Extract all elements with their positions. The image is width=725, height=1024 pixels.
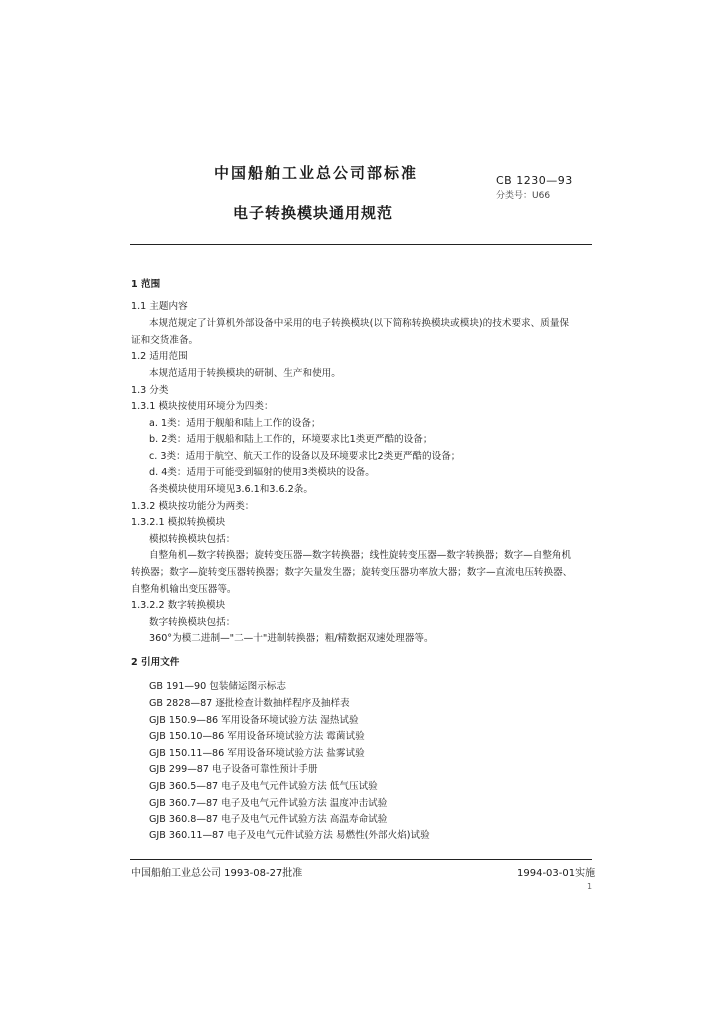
- reference-item: GJB 360.5—87 电子及电气元件试验方法 低气压试验: [149, 781, 378, 792]
- clause-heading: 1.3.2.1 模拟转换模块: [131, 517, 226, 528]
- document-title: 电子转换模块通用规范: [233, 204, 394, 222]
- reference-item: GJB 299—87 电子设备可靠性预计手册: [149, 764, 318, 775]
- paragraph-line: 各类模块使用环境见3.6.1和3.6.2条。: [149, 484, 313, 495]
- classification-number: 分类号：U66: [496, 191, 551, 201]
- subsection-heading: 1.3 分类: [131, 385, 169, 396]
- reference-item: GJB 150.9—86 军用设备环境试验方法 湿热试验: [149, 715, 359, 726]
- section-heading: 2 引用文件: [131, 657, 180, 668]
- reference-item: GJB 150.11—86 军用设备环境试验方法 盐雾试验: [149, 748, 365, 759]
- issuing-organization: 中国船舶工业总公司部标准: [214, 164, 419, 182]
- subsection-heading: 1.1 主题内容: [131, 301, 188, 312]
- paragraph-line: 数字转换模块包括：: [149, 617, 236, 628]
- approval-date: 中国船舶工业总公司 1993-08-27批准: [131, 868, 303, 879]
- reference-item: GB 191—90 包装储运图示标志: [149, 681, 286, 692]
- list-item: a. 1类：适用于舰船和陆上工作的设备；: [149, 418, 321, 429]
- clause-heading: 1.3.1 模块按使用环境分为四类：: [131, 401, 274, 412]
- clause-heading: 1.3.2.2 数字转换模块: [131, 600, 226, 611]
- clause-heading: 1.3.2 模块按功能分为两类：: [131, 501, 255, 512]
- footer-rule: [130, 859, 592, 860]
- paragraph-line: 模拟转换模块包括：: [149, 534, 236, 545]
- paragraph-line: 本规范适用于转换模块的研制、生产和使用。: [149, 368, 341, 379]
- subsection-heading: 1.2 适用范围: [131, 351, 188, 362]
- reference-item: GJB 150.10—86 军用设备环境试验方法 霉菌试验: [149, 731, 365, 742]
- paragraph-line: 360°为模二进制—"二—十"进制转换器；粗/精数据双速处理器等。: [149, 633, 434, 644]
- page-number: 1: [587, 882, 593, 891]
- list-item: d. 4类：适用于可能受到辐射的使用3类模块的设备。: [149, 467, 375, 478]
- section-heading: 1 范围: [131, 279, 161, 290]
- paragraph-line: 自整角机输出变压器等。: [131, 584, 237, 595]
- implementation-date: 1994-03-01实施: [517, 868, 596, 879]
- reference-item: GJB 360.11—87 电子及电气元件试验方法 易燃性(外部火焰)试验: [149, 830, 430, 841]
- list-item: b. 2类：适用于舰船和陆上工作的，环境要求比1类更严酷的设备；: [149, 434, 433, 445]
- header-rule: [130, 244, 592, 245]
- reference-item: GJB 360.8—87 电子及电气元件试验方法 高温寿命试验: [149, 814, 388, 825]
- paragraph-line: 转换器；数字—旋转变压器转换器；数字矢量发生器；旋转变压器功率放大器；数字—直流电压转换器、: [131, 567, 573, 578]
- paragraph-line: 证和交货准备。: [131, 335, 199, 346]
- paragraph-line: 自整角机—数字转换器；旋转变压器—数字转换器；线性旋转变压器—数字转换器；数字—自整角机: [149, 550, 572, 561]
- list-item: c. 3类：适用于航空、航天工作的设备以及环境要求比2类更严酷的设备；: [149, 451, 461, 462]
- standard-code: CB 1230—93: [496, 174, 573, 187]
- reference-item: GB 2828—87 逐批检查计数抽样程序及抽样表: [149, 698, 350, 709]
- paragraph-line: 本规范规定了计算机外部设备中采用的电子转换模块(以下简称转换模块或模块)的技术要求、质量保: [149, 318, 570, 329]
- reference-item: GJB 360.7—87 电子及电气元件试验方法 温度冲击试验: [149, 798, 388, 809]
